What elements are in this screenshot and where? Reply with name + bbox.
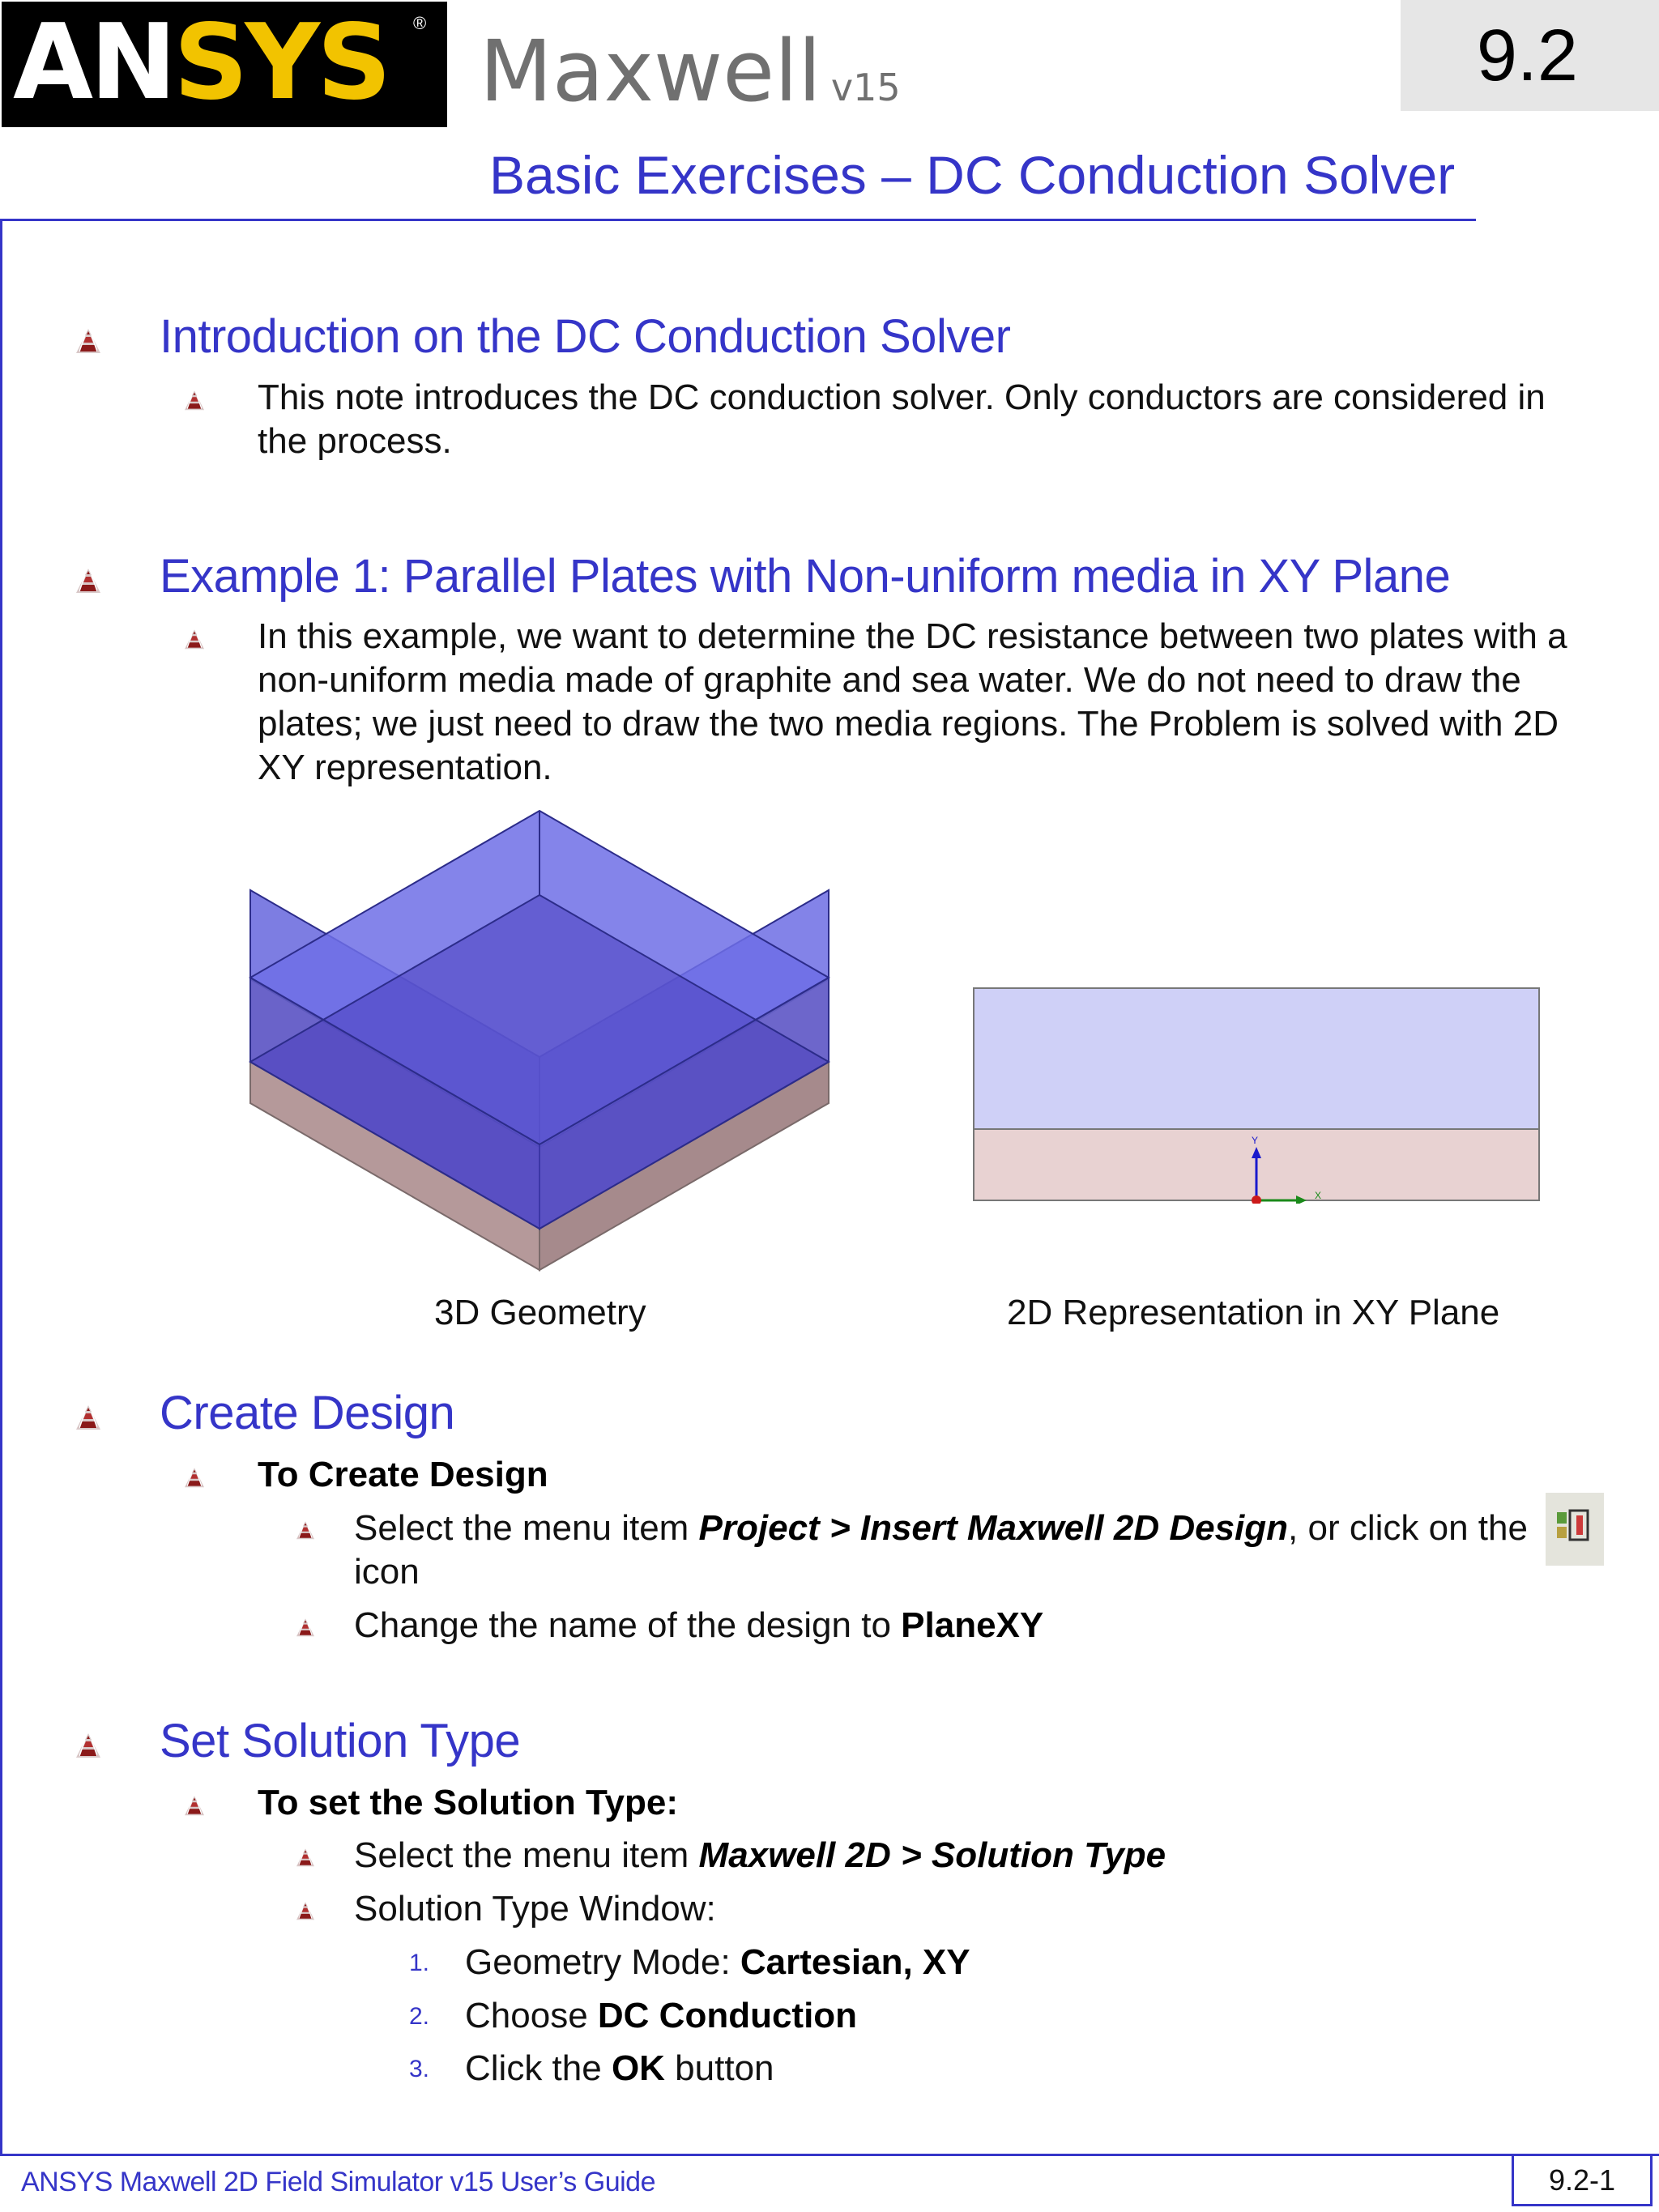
step-text: Select the menu item — [354, 1508, 699, 1548]
step-number: 1. — [409, 1950, 430, 1976]
registered-mark: ® — [413, 13, 427, 33]
step-emphasis: Cartesian, XY — [740, 1942, 970, 1982]
numbered-step — [465, 2047, 774, 2091]
bullet-icon — [296, 1848, 314, 1868]
top-rule — [0, 219, 1476, 221]
solution-type-step1 — [354, 1834, 1166, 1877]
bullet-icon — [296, 1618, 314, 1638]
y-axis-label: Y — [1251, 1135, 1259, 1146]
create-design-subheading: To Create Design — [258, 1455, 548, 1494]
bullet-icon — [185, 629, 204, 650]
numbered-step — [465, 1994, 857, 2038]
step-emphasis: OK — [611, 2048, 665, 2088]
page-number: 9.2-1 — [1548, 2163, 1616, 2197]
bullet-icon — [76, 569, 100, 595]
chapter-box — [1401, 0, 1659, 111]
caption-3d: 3D Geometry — [434, 1293, 646, 1332]
intro-paragraph: This note introduces the DC conduction solver. Only conductors are considered in the process. — [258, 377, 1546, 461]
footer-page-box — [1512, 2156, 1653, 2206]
bullet-icon — [76, 329, 100, 355]
insert-2d-design-icon[interactable] — [1546, 1493, 1604, 1566]
menu-path: Project > Insert Maxwell 2D Design — [698, 1508, 1289, 1548]
section-heading-solution-type: Set Solution Type — [160, 1715, 521, 1767]
numbered-step — [465, 1941, 970, 1984]
footer-guide-title: ANSYS Maxwell 2D Field Simulator v15 User’s Guide — [21, 2167, 655, 2197]
example1-paragraph: In this example, we want to determine the DC resistance between two plates with a non-uniform media made of graphite and sea water. We do not need to draw the plates; we just need to draw the two media regions. The Problem is solved with 2D XY representation. — [258, 616, 1567, 787]
bullet-icon — [185, 390, 204, 411]
section-heading-intro: Introduction on the DC Conduction Solver — [160, 310, 1011, 363]
step-text: Select the menu item — [354, 1835, 699, 1875]
x-axis-label: X — [1315, 1190, 1322, 1201]
product-name: Maxwell — [480, 22, 821, 121]
bullet-icon — [296, 1521, 314, 1541]
section-heading-create-design: Create Design — [160, 1387, 455, 1439]
caption-2d: 2D Representation in XY Plane — [1007, 1293, 1500, 1332]
2d-representation-figure — [972, 987, 1541, 1204]
step-text: Choose — [465, 1996, 598, 2035]
product-title — [480, 23, 901, 136]
create-design-step2 — [354, 1604, 1043, 1647]
create-design-step1 — [354, 1507, 1528, 1550]
step-number: 3. — [409, 2056, 430, 2082]
ansys-logo — [2, 2, 447, 127]
step-text: button — [664, 2048, 774, 2088]
top-region — [974, 988, 1539, 1129]
step-number: 2. — [409, 2003, 430, 2030]
bullet-icon — [185, 1468, 204, 1489]
menu-path: Maxwell 2D > Solution Type — [698, 1835, 1166, 1875]
create-design-step1-cont: icon — [354, 1552, 420, 1592]
step-text: Geometry Mode: — [465, 1942, 740, 1982]
design-name: PlaneXY — [901, 1605, 1044, 1645]
design-icon-glyph — [1546, 1493, 1604, 1566]
step-text: , or click on the — [1288, 1508, 1528, 1548]
logo-wordmark: ANSYS — [13, 2, 389, 123]
chapter-number: 9.2 — [1476, 15, 1578, 96]
step-text: Click the — [465, 2048, 612, 2088]
bullet-icon — [76, 1733, 100, 1759]
bottom-rule — [0, 2154, 1659, 2156]
3d-geometry-figure — [243, 806, 834, 1276]
left-rule — [0, 219, 2, 2154]
bullet-icon — [185, 1796, 204, 1817]
bullet-icon — [296, 1902, 314, 1921]
page-subtitle: Basic Exercises – DC Conduction Solver — [489, 145, 1456, 205]
step-text: Change the name of the design to — [354, 1605, 902, 1645]
product-version: v15 — [830, 66, 901, 109]
solution-type-subheading: To set the Solution Type: — [258, 1783, 679, 1822]
section-heading-example1: Example 1: Parallel Plates with Non-uniform media in XY Plane — [160, 550, 1451, 603]
solution-type-step2: Solution Type Window: — [354, 1889, 716, 1929]
bullet-icon — [76, 1405, 100, 1431]
step-emphasis: DC Conduction — [597, 1996, 858, 2035]
